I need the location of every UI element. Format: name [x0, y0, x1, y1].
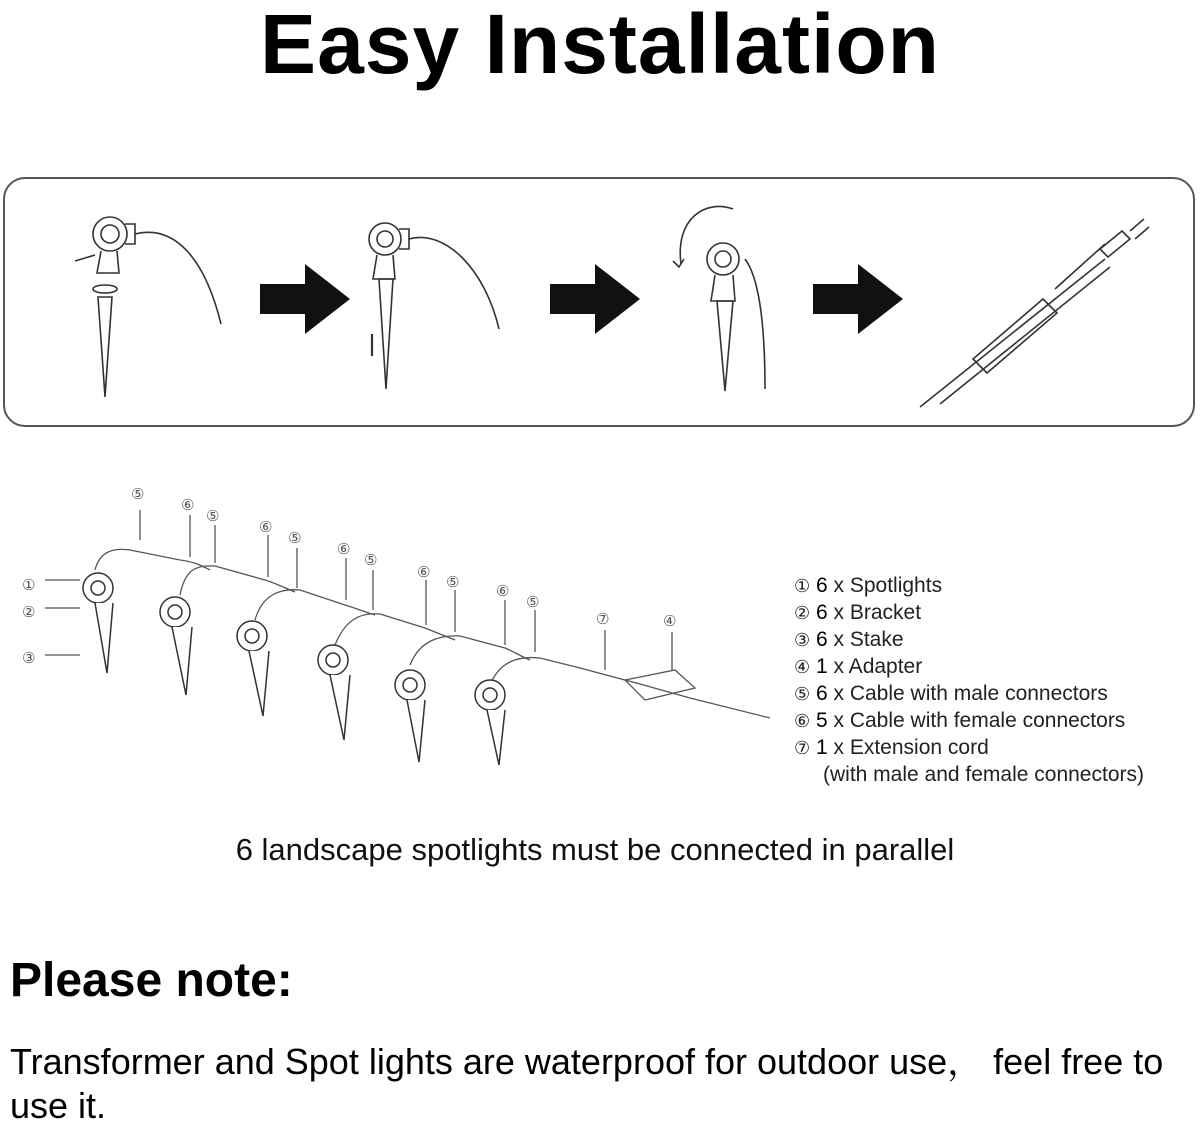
legend-item: ⑦ 1 x Extension cord	[794, 736, 989, 759]
callout-5: ⑤	[364, 551, 378, 569]
callout-3: ③	[22, 649, 36, 667]
callout-5: ⑤	[131, 485, 145, 503]
legend-subnote: (with male and female connectors)	[823, 763, 1144, 786]
callout-6: ⑥	[259, 518, 273, 536]
legend-item: ④ 1 x Adapter	[794, 655, 923, 678]
callout-6: ⑥	[181, 496, 195, 514]
legend-item: ② 6 x Bracket	[794, 601, 922, 624]
note-body: Transformer and Spot lights are waterproof for outdoor use， feel free to use it.	[10, 1041, 1164, 1126]
callout-7: ⑦	[596, 610, 610, 628]
callout-1: ①	[22, 576, 36, 594]
callout-5: ⑤	[526, 593, 540, 611]
callout-6: ⑥	[496, 582, 510, 600]
installation-steps-illustration	[5, 179, 1197, 429]
legend-item: ⑥ 5 x Cable with female connectors	[794, 709, 1126, 732]
installation-steps-panel	[3, 177, 1195, 427]
step-2-spotlight-icon	[369, 223, 499, 389]
legend-item: ③ 6 x Stake	[794, 628, 904, 651]
callout-5: ⑤	[288, 529, 302, 547]
step-3-spotlight-icon	[673, 206, 765, 391]
page-title: Easy Installation	[260, 0, 940, 91]
spotlight-units	[83, 573, 505, 765]
callout-5: ⑤	[206, 507, 220, 525]
wiring-diagram	[0, 470, 790, 770]
parts-legend	[794, 573, 1194, 788]
callout-6: ⑥	[417, 563, 431, 581]
spotlight-unit	[160, 597, 192, 695]
spotlight-unit	[318, 645, 350, 740]
step-arrow-2	[550, 264, 640, 334]
spotlight-unit	[83, 573, 113, 673]
step-arrows	[260, 264, 903, 334]
step-arrow-3	[813, 264, 903, 334]
callout-5: ⑤	[446, 573, 460, 591]
note-heading: Please note:	[10, 954, 293, 1007]
legend-item: ① 6 x Spotlights	[794, 574, 943, 597]
callout-2: ②	[22, 603, 36, 621]
callout-4: ④	[663, 612, 677, 630]
step-1-spotlight-icon	[75, 217, 221, 397]
legend-item: ⑤ 6 x Cable with male connectors	[794, 682, 1108, 705]
spotlight-unit	[395, 670, 425, 762]
spotlight-unit	[475, 680, 505, 765]
callout-6: ⑥	[337, 540, 351, 558]
diagram-caption: 6 landscape spotlights must be connected in parallel	[235, 832, 955, 867]
step-4-adapter-icon	[920, 219, 1149, 407]
step-arrow-1	[260, 264, 350, 334]
spotlight-unit	[237, 621, 269, 716]
